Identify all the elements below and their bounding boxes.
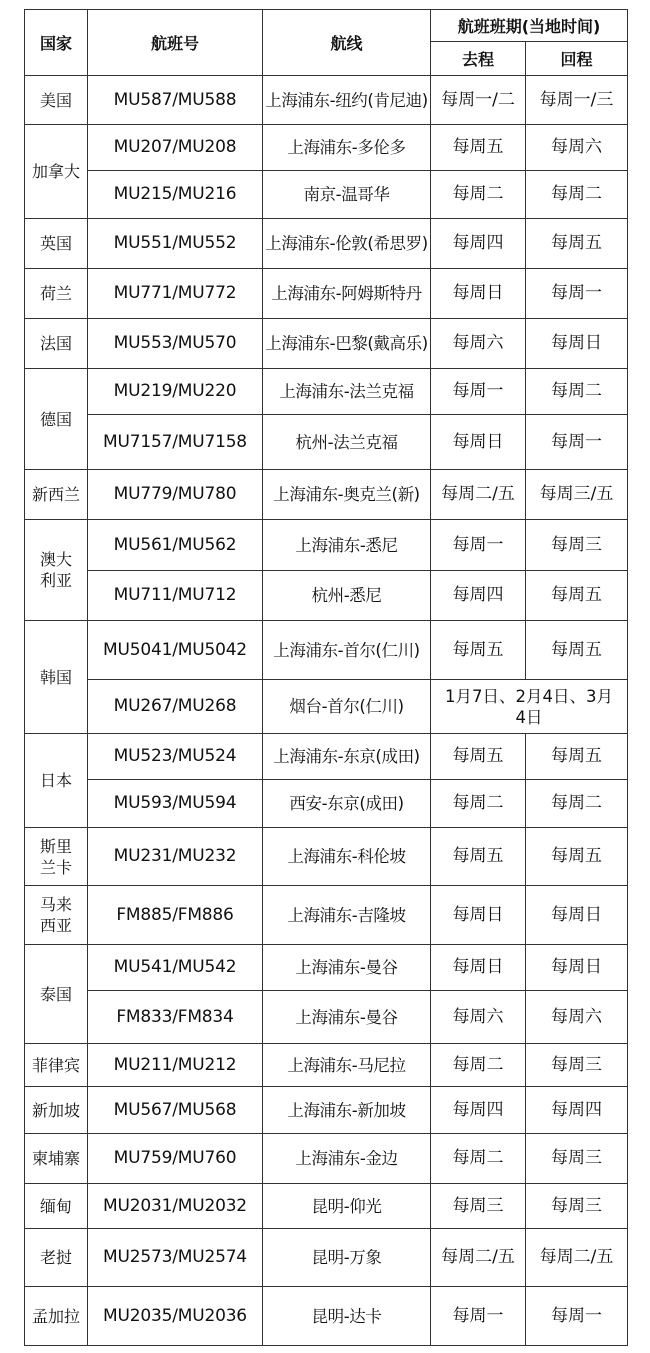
header-outbound: 去程	[431, 42, 526, 76]
table-row	[25, 1044, 628, 1087]
table-row	[25, 680, 628, 734]
flight-number: MU541/MU542	[88, 945, 263, 991]
country-cell	[25, 369, 88, 470]
outbound-days: 每周四	[431, 219, 526, 269]
country-cell	[25, 828, 88, 886]
country-cell	[25, 621, 88, 734]
table-row	[25, 269, 628, 319]
flight-number: MU219/MU220	[88, 369, 263, 415]
country-cell	[25, 125, 88, 219]
country-name: 孟加拉	[31, 1306, 80, 1326]
route-name: 上海浦东-奥克兰(新)	[263, 470, 431, 520]
table-row	[25, 991, 628, 1044]
route-name: 上海浦东-曼谷	[263, 991, 431, 1044]
country-name: 泰国	[39, 984, 72, 1004]
flight-number: MU231/MU232	[88, 828, 263, 886]
return-days: 每周五	[526, 734, 628, 780]
table-body	[25, 76, 628, 1346]
flight-number: MU553/MU570	[88, 319, 263, 369]
header-country: 国家	[25, 10, 88, 76]
route-name: 上海浦东-科伦坡	[263, 828, 431, 886]
route-name: 上海浦东-新加坡	[263, 1087, 431, 1134]
table-row	[25, 780, 628, 828]
outbound-days: 每周四	[431, 1087, 526, 1134]
flight-number: MU211/MU212	[88, 1044, 263, 1087]
return-days: 每周二/五	[526, 1229, 628, 1287]
route-name: 上海浦东-纽约(肯尼迪)	[263, 76, 431, 125]
country-name: 菲律宾	[31, 1055, 80, 1075]
return-days: 每周三	[526, 1134, 628, 1184]
country-cell	[25, 1287, 88, 1346]
table-row	[25, 571, 628, 621]
country-cell	[25, 470, 88, 520]
country-cell	[25, 886, 88, 945]
flight-number: MU759/MU760	[88, 1134, 263, 1184]
table-row	[25, 1229, 628, 1287]
route-name: 上海浦东-阿姆斯特丹	[263, 269, 431, 319]
country-name: 法国	[39, 334, 72, 353]
return-days: 每周二	[526, 780, 628, 828]
flight-number: FM833/FM834	[88, 991, 263, 1044]
country-cell	[25, 76, 88, 125]
country-name: 荷兰	[39, 284, 72, 303]
flight-number: MU523/MU524	[88, 734, 263, 780]
table-row	[25, 219, 628, 269]
outbound-days: 每周五	[431, 125, 526, 171]
outbound-days: 每周二/五	[431, 470, 526, 520]
outbound-days: 每周一	[431, 1287, 526, 1346]
route-name: 昆明-仰光	[263, 1184, 431, 1229]
outbound-days: 每周日	[431, 886, 526, 945]
table-row	[25, 886, 628, 945]
outbound-days: 每周五	[431, 828, 526, 886]
route-name: 上海浦东-首尔(仁川)	[263, 621, 431, 680]
country-name: 斯里兰卡	[39, 836, 72, 877]
route-name: 烟台-首尔(仁川)	[263, 680, 431, 734]
route-name: 上海浦东-法兰克福	[263, 369, 431, 415]
outbound-days: 每周二	[431, 1044, 526, 1087]
return-days: 每周日	[526, 886, 628, 945]
return-days: 每周三	[526, 1044, 628, 1087]
country-name: 韩国	[39, 667, 72, 687]
return-days: 每周一	[526, 269, 628, 319]
return-days: 每周六	[526, 991, 628, 1044]
country-name: 柬埔寨	[31, 1149, 80, 1168]
outbound-days: 每周日	[431, 415, 526, 470]
route-name: 昆明-达卡	[263, 1287, 431, 1346]
outbound-days: 每周三	[431, 1184, 526, 1229]
flight-number: MU7157/MU7158	[88, 415, 263, 470]
return-days: 每周三	[526, 1184, 628, 1229]
flight-number: MU267/MU268	[88, 680, 263, 734]
table-row	[25, 415, 628, 470]
return-days: 每周一	[526, 1287, 628, 1346]
country-cell	[25, 269, 88, 319]
table-row	[25, 171, 628, 219]
route-name: 上海浦东-曼谷	[263, 945, 431, 991]
table-row	[25, 734, 628, 780]
route-name: 昆明-万象	[263, 1229, 431, 1287]
country-cell	[25, 1134, 88, 1184]
flight-number: MU2573/MU2574	[88, 1229, 263, 1287]
flight-number: MU551/MU552	[88, 219, 263, 269]
table-row	[25, 470, 628, 520]
country-cell	[25, 520, 88, 621]
outbound-days: 每周二	[431, 780, 526, 828]
header-route: 航线	[263, 10, 431, 76]
flight-schedule-table	[24, 9, 628, 1346]
country-name: 日本	[39, 771, 72, 790]
route-name: 上海浦东-巴黎(戴高乐)	[263, 319, 431, 369]
return-days: 每周五	[526, 571, 628, 621]
return-days: 每周日	[526, 319, 628, 369]
outbound-days: 每周一/二	[431, 76, 526, 125]
country-cell	[25, 1044, 88, 1087]
outbound-days: 每周二	[431, 171, 526, 219]
route-name: 上海浦东-金边	[263, 1134, 431, 1184]
route-name: 上海浦东-多伦多	[263, 125, 431, 171]
outbound-days: 每周日	[431, 945, 526, 991]
flight-number: MU2031/MU2032	[88, 1184, 263, 1229]
table-row	[25, 520, 628, 571]
return-days: 每周一	[526, 415, 628, 470]
route-name: 上海浦东-伦敦(希思罗)	[263, 219, 431, 269]
header-schedule: 航班班期(当地时间)	[431, 10, 628, 42]
return-days: 每周五	[526, 828, 628, 886]
flight-number: MU2035/MU2036	[88, 1287, 263, 1346]
flight-number: FM885/FM886	[88, 886, 263, 945]
flight-number: MU561/MU562	[88, 520, 263, 571]
outbound-days: 每周五	[431, 621, 526, 680]
country-name: 英国	[39, 234, 72, 253]
table-row	[25, 76, 628, 125]
flight-number: MU207/MU208	[88, 125, 263, 171]
flight-number: MU593/MU594	[88, 780, 263, 828]
return-days: 每周日	[526, 945, 628, 991]
flight-number: MU779/MU780	[88, 470, 263, 520]
country-name: 马来西亚	[39, 895, 72, 935]
return-days: 每周三/五	[526, 470, 628, 520]
flight-number: MU5041/MU5042	[88, 621, 263, 680]
flight-number: MU215/MU216	[88, 171, 263, 219]
table-row	[25, 1134, 628, 1184]
outbound-days: 每周六	[431, 319, 526, 369]
table-row	[25, 1087, 628, 1134]
table-row	[25, 1184, 628, 1229]
flight-number: MU771/MU772	[88, 269, 263, 319]
outbound-days: 每周一	[431, 369, 526, 415]
flight-number: MU587/MU588	[88, 76, 263, 125]
country-name: 新加坡	[31, 1100, 80, 1120]
country-cell	[25, 319, 88, 369]
outbound-days: 每周一	[431, 520, 526, 571]
return-days: 每周五	[526, 219, 628, 269]
flight-number: MU711/MU712	[88, 571, 263, 621]
outbound-days: 每周四	[431, 571, 526, 621]
country-cell	[25, 219, 88, 269]
country-name: 美国	[39, 90, 72, 110]
table-row	[25, 945, 628, 991]
country-cell	[25, 1184, 88, 1229]
table-row	[25, 621, 628, 680]
return-days: 每周四	[526, 1087, 628, 1134]
table-row	[25, 125, 628, 171]
return-days: 每周三	[526, 520, 628, 571]
route-name: 杭州-悉尼	[263, 571, 431, 621]
country-cell	[25, 1229, 88, 1287]
return-days: 每周一/三	[526, 76, 628, 125]
country-name: 德国	[39, 409, 72, 429]
return-days: 每周二	[526, 369, 628, 415]
country-name: 老挝	[39, 1248, 72, 1267]
outbound-days: 每周二/五	[431, 1229, 526, 1287]
country-cell	[25, 1087, 88, 1134]
route-name: 上海浦东-马尼拉	[263, 1044, 431, 1087]
return-days: 每周六	[526, 125, 628, 171]
table-row	[25, 1287, 628, 1346]
outbound-days: 每周二	[431, 1134, 526, 1184]
route-name: 西安-东京(成田)	[263, 780, 431, 828]
schedule-note: 1月7日、2月4日、3月4日	[431, 680, 628, 734]
outbound-days: 每周五	[431, 734, 526, 780]
country-cell	[25, 734, 88, 828]
table-row	[25, 319, 628, 369]
flight-number: MU567/MU568	[88, 1087, 263, 1134]
route-name: 南京-温哥华	[263, 171, 431, 219]
country-name: 加拿大	[31, 162, 80, 181]
route-name: 上海浦东-东京(成田)	[263, 734, 431, 780]
table-row	[25, 828, 628, 886]
header-return: 回程	[526, 42, 628, 76]
return-days: 每周二	[526, 171, 628, 219]
route-name: 上海浦东-悉尼	[263, 520, 431, 571]
return-days: 每周五	[526, 621, 628, 680]
outbound-days: 每周日	[431, 269, 526, 319]
route-name: 杭州-法兰克福	[263, 415, 431, 470]
table-row	[25, 369, 628, 415]
country-name: 缅甸	[39, 1196, 72, 1216]
route-name: 上海浦东-吉隆坡	[263, 886, 431, 945]
country-name: 新西兰	[31, 485, 80, 504]
country-name: 澳大利亚	[39, 550, 72, 590]
table-header	[25, 10, 628, 76]
header-flight: 航班号	[88, 10, 263, 76]
country-cell	[25, 945, 88, 1044]
outbound-days: 每周六	[431, 991, 526, 1044]
